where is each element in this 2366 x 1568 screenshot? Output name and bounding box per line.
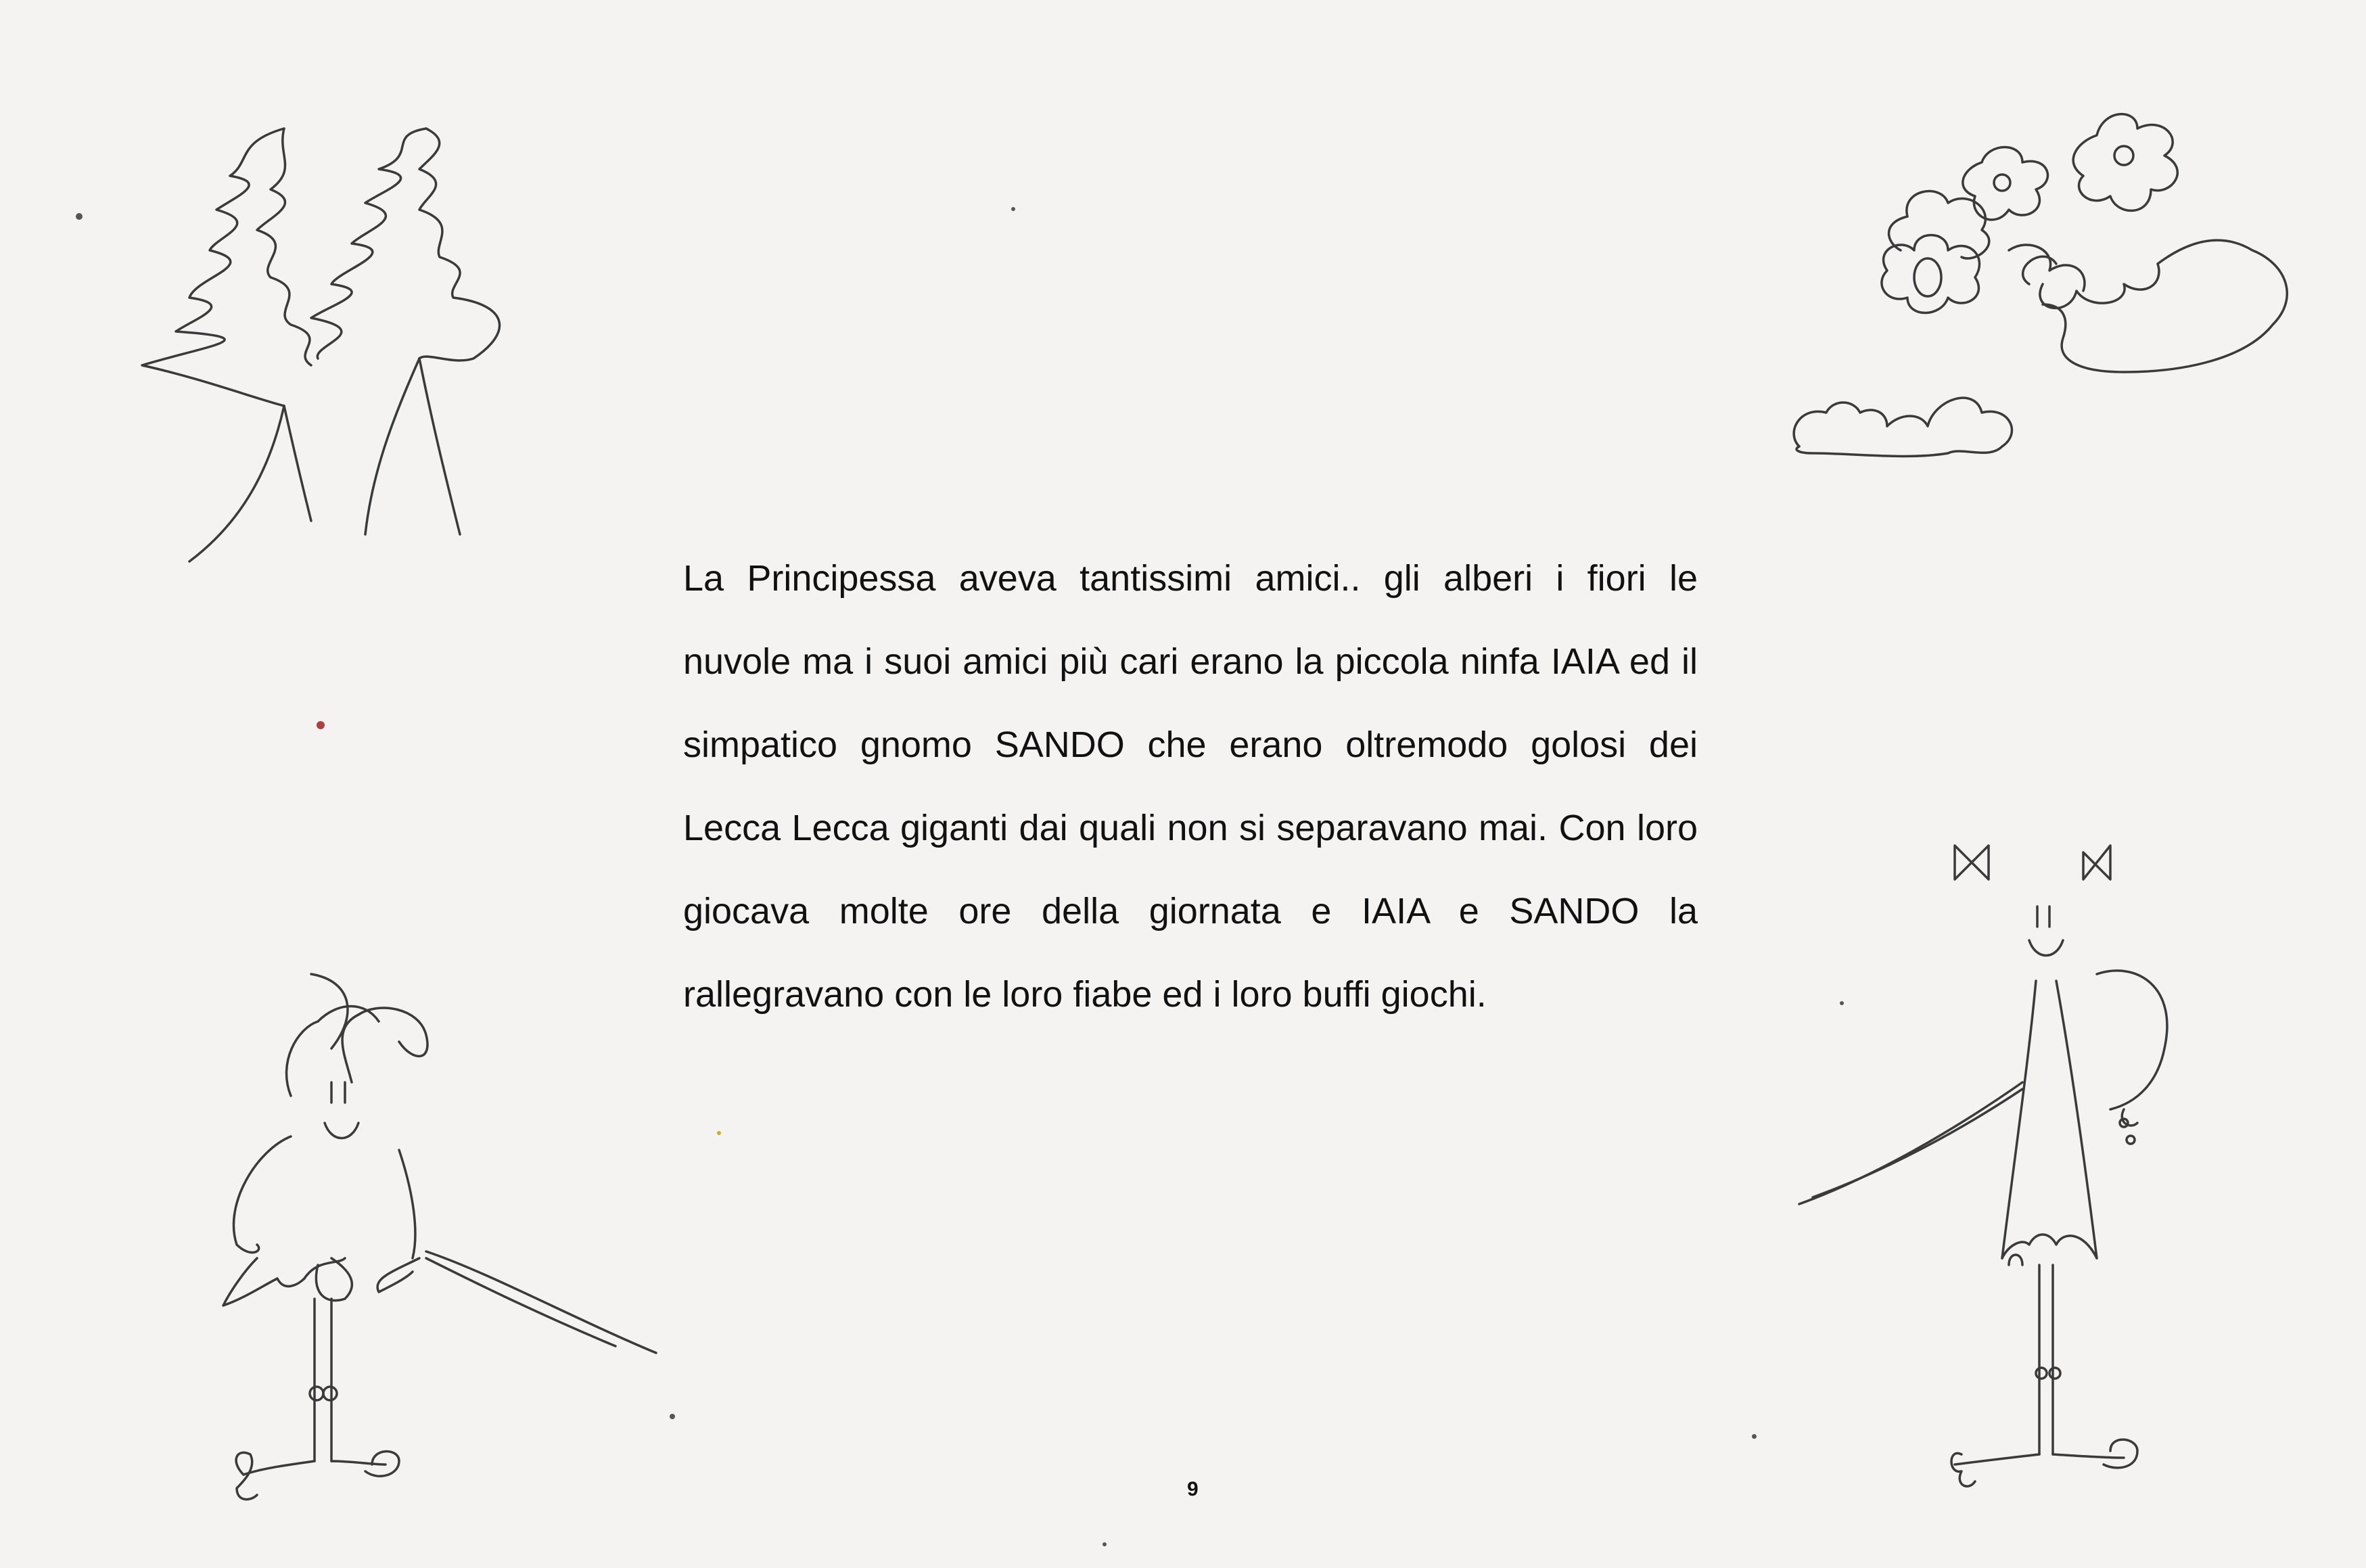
story-paragraph: La Principessa aveva tantissimi amici.. gli alberi i fiori le nuvole ma i suoi amici più cari erano la piccola ninfa IAIA ed il simpatico gnomo SANDO che erano oltremodo golosi dei Lecca Lecca giganti dai quali non si separavano mai. Con loro giocava molte ore della giornata e IAIA e SANDO la rallegravano con le loro fiabe ed i loro buffi giochi. bbox=[683, 558, 1698, 1015]
paper-speck bbox=[76, 213, 83, 220]
trees-sketch bbox=[135, 115, 555, 575]
gnome-sando-sketch bbox=[196, 961, 683, 1515]
paper-speck bbox=[1011, 207, 1015, 211]
paper-speck bbox=[717, 1131, 721, 1135]
paper-speck bbox=[317, 721, 325, 729]
clouds-flowers-sketch bbox=[1786, 88, 2300, 467]
page-number: 9 bbox=[1187, 1478, 1199, 1500]
nymph-iaia-sketch bbox=[1786, 825, 2246, 1502]
paper-speck bbox=[1103, 1542, 1107, 1546]
paper-speck bbox=[1752, 1434, 1757, 1439]
